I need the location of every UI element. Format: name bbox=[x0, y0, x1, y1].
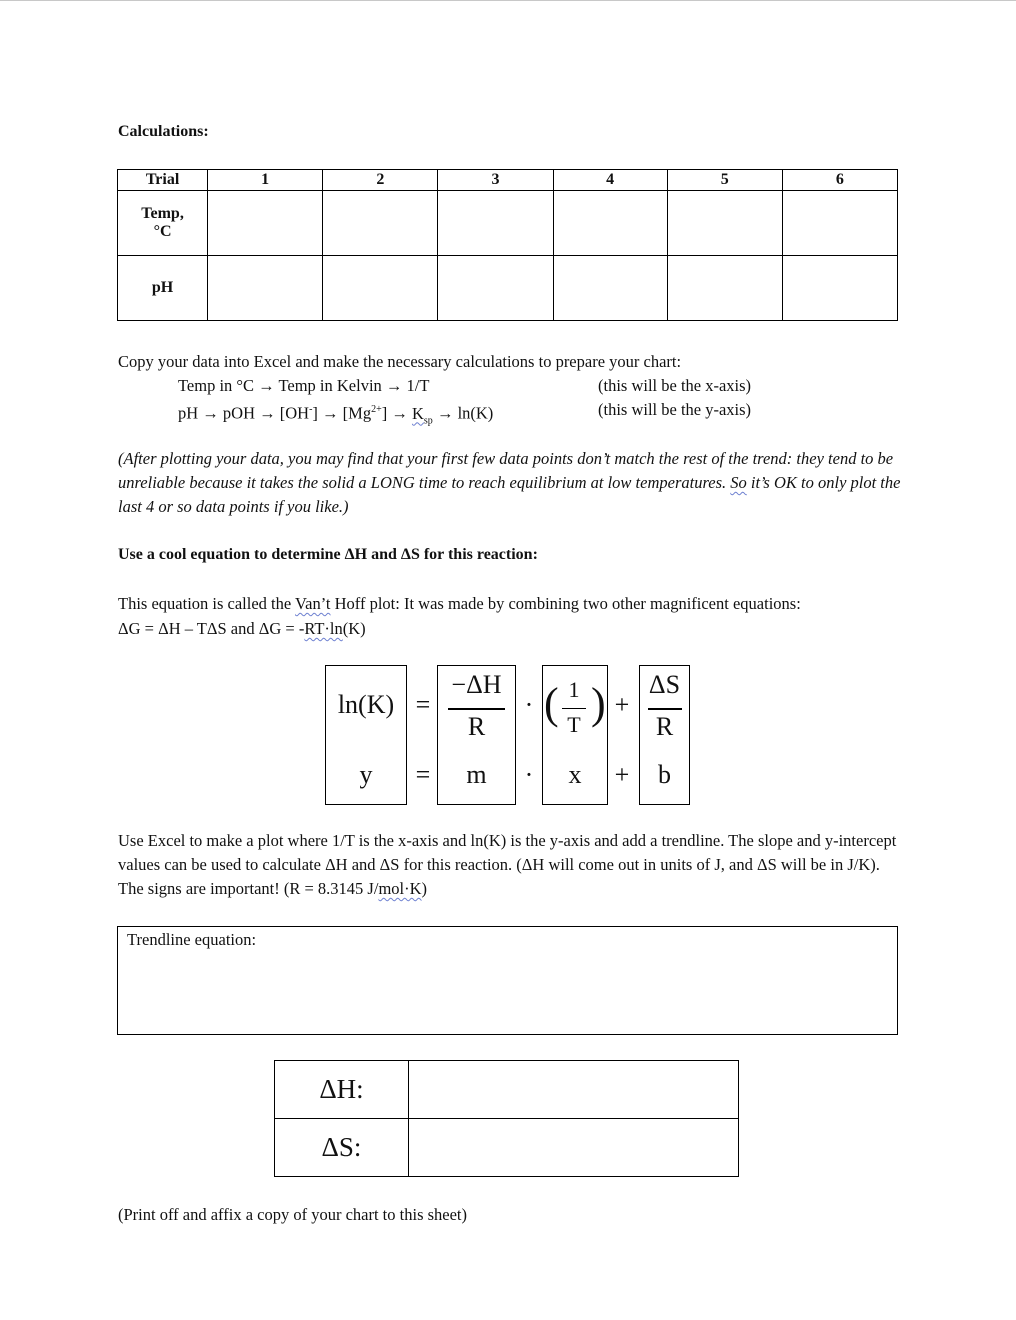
temp-label-cell bbox=[118, 191, 208, 256]
note-so: So bbox=[730, 473, 747, 492]
trendline-box[interactable] bbox=[117, 926, 898, 1035]
t-denominator: T bbox=[567, 712, 581, 737]
plus-top: + bbox=[614, 690, 630, 719]
trial-3-header: 3 bbox=[438, 170, 553, 191]
vant-word: Van’t bbox=[295, 594, 331, 613]
trial-4-header: 4 bbox=[553, 170, 667, 191]
x-axis-note: (this will be the x-axis) bbox=[598, 376, 752, 395]
intercept-fraction-bar bbox=[648, 708, 682, 710]
delta-s: ΔS bbox=[648, 670, 681, 699]
molk-unit: mol·K bbox=[378, 879, 422, 898]
conversion-line-2 bbox=[178, 398, 493, 433]
trendline-label: Trendline equation: bbox=[127, 930, 257, 949]
temp-cell-2[interactable] bbox=[323, 191, 438, 256]
gibbs-rt: RT·ln bbox=[304, 619, 343, 638]
minus-delta-h: −ΔH bbox=[451, 670, 502, 699]
note-rest: it’s OK to only plot the last 4 or so data points if you like.) bbox=[118, 473, 901, 516]
y-term: y bbox=[359, 760, 373, 789]
ksp-subscript: sp bbox=[423, 414, 433, 426]
ph-cell-6[interactable] bbox=[782, 256, 897, 321]
equation-heading: Use a cool equation to determine ΔH and ΔS for this reaction: bbox=[118, 546, 538, 563]
copy-intro: Copy your data into Excel and make the necessary calculations to prepare your chart: bbox=[118, 352, 682, 371]
temp-cell-6[interactable] bbox=[782, 191, 897, 256]
oh-superscript: - bbox=[309, 404, 313, 415]
line2-prefix: pH → pOH → [OH bbox=[178, 403, 310, 423]
lnk-term: ln(K) bbox=[337, 690, 395, 719]
conversion-line-1: Temp in °C → Temp in Kelvin → 1/T bbox=[178, 376, 430, 395]
calculations-heading: Calculations: bbox=[118, 123, 209, 140]
ph-cell-5[interactable] bbox=[667, 256, 782, 321]
right-paren: ) bbox=[591, 679, 606, 728]
vant-intro-b: Hoff plot: It was made by combining two other magnificent equations: bbox=[330, 594, 801, 613]
m-term: m bbox=[466, 760, 487, 789]
delta-s-row bbox=[275, 1119, 739, 1177]
y-axis-note: (this will be the y-axis) bbox=[598, 400, 752, 419]
print-note: (Print off and affix a copy of your chart to this sheet) bbox=[118, 1205, 468, 1224]
one-numerator: 1 bbox=[568, 677, 580, 702]
gibbs-a: ΔG = ΔH – TΔS and ΔG = - bbox=[118, 619, 305, 638]
delta-h-row bbox=[275, 1061, 739, 1119]
ksp-term bbox=[411, 403, 433, 426]
reliability-note bbox=[118, 447, 908, 519]
vant-hoff-intro bbox=[118, 592, 908, 616]
ph-cell-3[interactable] bbox=[438, 256, 553, 321]
excel-end: ) bbox=[421, 879, 428, 898]
ph-cell-4[interactable] bbox=[553, 256, 667, 321]
results-table bbox=[274, 1060, 739, 1177]
excel-instructions bbox=[118, 829, 908, 901]
trial-2-header: 2 bbox=[323, 170, 438, 191]
temp-label-line1: Temp, bbox=[141, 205, 184, 222]
equals-sign-top: = bbox=[415, 690, 431, 719]
dot-bottom: · bbox=[524, 760, 534, 789]
trial-label-cell: Trial bbox=[118, 170, 208, 191]
line2-after-mg: ] → bbox=[381, 403, 412, 423]
trial-1-header: 1 bbox=[208, 170, 323, 191]
dot-top: · bbox=[524, 690, 534, 719]
delta-h-answer[interactable] bbox=[409, 1061, 739, 1119]
plus-bottom: + bbox=[614, 760, 630, 789]
top-border-line bbox=[0, 0, 1016, 1]
ph-cell-2[interactable] bbox=[323, 256, 438, 321]
b-term: b bbox=[658, 760, 671, 789]
trial-5-header: 5 bbox=[667, 170, 782, 191]
temp-cell-5[interactable] bbox=[667, 191, 782, 256]
ph-cell-1[interactable] bbox=[208, 256, 323, 321]
line2-mid: ] → [Mg bbox=[312, 403, 372, 423]
slope-fraction-bar bbox=[448, 708, 505, 710]
ph-row bbox=[118, 256, 898, 321]
temp-cell-4[interactable] bbox=[553, 191, 667, 256]
line2-end: → ln(K) bbox=[432, 403, 494, 423]
temp-cell-3[interactable] bbox=[438, 191, 553, 256]
slope-r: R bbox=[467, 712, 486, 741]
intercept-r: R bbox=[655, 712, 674, 741]
x-term: x bbox=[568, 760, 582, 789]
gibbs-equations bbox=[118, 617, 366, 641]
table-header-row bbox=[118, 170, 898, 191]
data-table bbox=[117, 169, 898, 321]
mg-superscript: 2+ bbox=[371, 404, 382, 415]
left-paren: ( bbox=[544, 679, 559, 728]
k-letter: K bbox=[411, 403, 424, 423]
ph-label-cell: pH bbox=[118, 256, 208, 321]
temp-cell-1[interactable] bbox=[208, 191, 323, 256]
excel-main: Use Excel to make a plot where 1/T is the x-axis and ln(K) is the y-axis and add a trendline. The slope and y-intercept values can be used to calculate ΔH and ΔS for this reaction. (ΔH will come out in units of J, and ΔS will be in J/K). The signs are important! (R = 8.3145 J/ bbox=[118, 831, 897, 898]
vant-intro-a: This equation is called the bbox=[118, 594, 296, 613]
delta-s-answer[interactable] bbox=[409, 1119, 739, 1177]
inverse-t-bar bbox=[562, 708, 586, 709]
gibbs-b: (K) bbox=[342, 619, 366, 638]
delta-h-label: ΔH: bbox=[275, 1061, 409, 1119]
equals-sign-bottom: = bbox=[415, 760, 431, 789]
delta-s-label: ΔS: bbox=[275, 1119, 409, 1177]
trial-6-header: 6 bbox=[782, 170, 897, 191]
temp-row bbox=[118, 191, 898, 256]
note-main: (After plotting your data, you may find that your first few data points don’t match the rest of the trend: they tend to be unreliable because it takes the solid a LONG time to reach equilibrium at low temperatures. bbox=[118, 449, 894, 492]
temp-label-line2: °C bbox=[153, 223, 172, 240]
